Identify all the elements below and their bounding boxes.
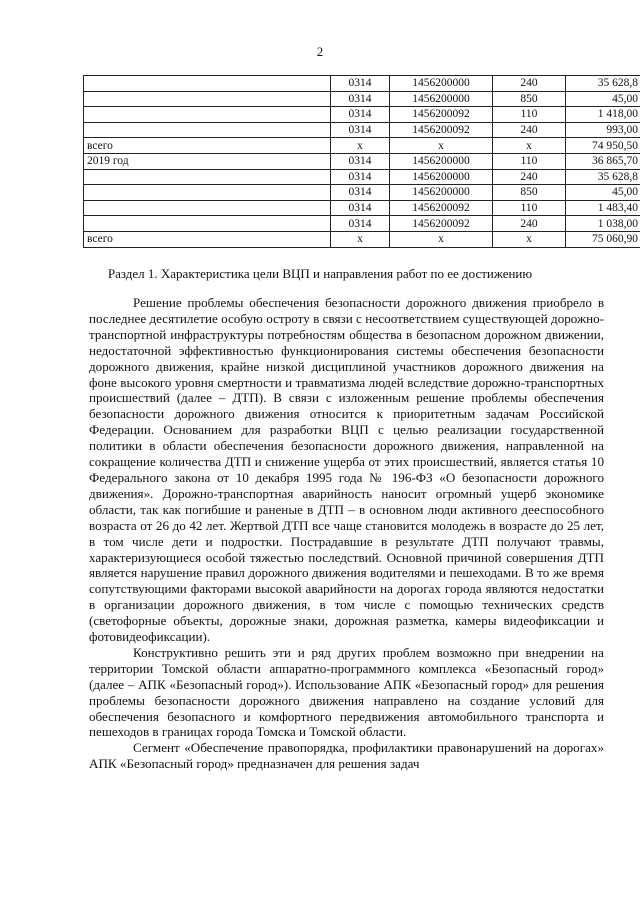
- page-number: 2: [316, 44, 324, 59]
- amount-cell: 1 038,00: [566, 216, 640, 232]
- table-row: [84, 76, 640, 92]
- code-cell: 0314: [331, 76, 390, 92]
- table-row: [84, 200, 640, 216]
- code-cell: 0314: [331, 91, 390, 107]
- target-cell: 1456200092: [390, 107, 493, 123]
- budget-table: [83, 75, 640, 248]
- amount-cell: 45,00: [566, 91, 640, 107]
- amount-cell: 75 060,90: [566, 231, 640, 247]
- table-row: [84, 231, 640, 247]
- target-cell: 1456200000: [390, 169, 493, 185]
- target-cell: 1456200092: [390, 122, 493, 138]
- row-label-cell: [84, 200, 331, 216]
- table-row: [84, 138, 640, 154]
- row-label-cell: [84, 107, 331, 123]
- type-cell: 850: [493, 91, 566, 107]
- row-label-cell: всего: [84, 138, 331, 154]
- code-cell: 0314: [331, 200, 390, 216]
- row-label-cell: [84, 122, 331, 138]
- type-cell: х: [493, 231, 566, 247]
- type-cell: х: [493, 138, 566, 154]
- table-row: [84, 216, 640, 232]
- paragraph: Решение проблемы обеспечения безопасности дорожного движения приобрело в последнее десятилетие особую остроту в связи с несоответствием существующей дорожно-транспортной инфраструктуры потребностям общества в безопасном дорожном движении, недостаточной эффективностью функционирования системы обеспечения безопасности дорожного движения, крайне низкой дисциплиной участников дорожного движения на фоне высокого уровня смертности и травматизма людей вследствие дорожно-транспортных происшествий (далее – ДТП). В связи с изложенным решение проблемы обеспечения безопасности дорожного движения относится к приоритетным задачам Российской Федерации. Основанием для разработки ВЦП с целью реализации государственной политики в области обеспечения безопасности дорожного движения, направленной на сокращение количества ДТП и снижение ущерба от этих происшествий, является статья 10 Федерального закона от 10 декабря 1995 года № 196-ФЗ «О безопасности дорожного движения». Дорожно-транспортная аварийность наносит огромный ущерб экономике области, так как погибшие и раненые в ДТП – в основном люди активного дееспособного возраста от 26 до 42 лет. Жертвой ДТП все чаще становится молодежь в возрасте до 25 лет, в том числе дети и подростки. Пострадавшие в результате ДТП получают травмы, характеризующиеся особой тяжестью последствий. Основной причиной совершения ДТП является нарушение правил дорожного движения водителями и пешеходами. В то же время сопутствующими факторами высокой аварийности на дорогах города являются недостатки в организации дорожного движения, в том числе с помощью технических средств (светофорные объекты, дорожные знаки, дорожная разметка, камеры видеофиксации и фотовидеофиксации).: [89, 295, 604, 645]
- row-label-cell: [84, 216, 331, 232]
- paragraph: Сегмент «Обеспечение правопорядка, профилактики правонарушений на дорогах» АПК «Безопасный город» предназначен для решения задач: [89, 740, 604, 772]
- target-cell: 1456200000: [390, 76, 493, 92]
- row-label-cell: [84, 185, 331, 201]
- code-cell: 0314: [331, 153, 390, 169]
- table-row: [84, 185, 640, 201]
- table-row: [84, 169, 640, 185]
- type-cell: 110: [493, 107, 566, 123]
- target-cell: х: [390, 138, 493, 154]
- type-cell: 110: [493, 200, 566, 216]
- body-text: [89, 295, 604, 772]
- code-cell: 0314: [331, 169, 390, 185]
- code-cell: 0314: [331, 216, 390, 232]
- target-cell: 1456200000: [390, 91, 493, 107]
- amount-cell: 74 950,50: [566, 138, 640, 154]
- type-cell: 850: [493, 185, 566, 201]
- amount-cell: 993,00: [566, 122, 640, 138]
- type-cell: 240: [493, 169, 566, 185]
- row-label-cell: [84, 76, 331, 92]
- amount-cell: 1 418,00: [566, 107, 640, 123]
- row-label-cell: всего: [84, 231, 331, 247]
- target-cell: 1456200092: [390, 216, 493, 232]
- target-cell: 1456200092: [390, 200, 493, 216]
- target-cell: х: [390, 231, 493, 247]
- amount-cell: 1 483,40: [566, 200, 640, 216]
- amount-cell: 35 628,8: [566, 76, 640, 92]
- target-cell: 1456200000: [390, 185, 493, 201]
- amount-cell: 45,00: [566, 185, 640, 201]
- code-cell: х: [331, 231, 390, 247]
- type-cell: 240: [493, 76, 566, 92]
- table-row: [84, 107, 640, 123]
- type-cell: 110: [493, 153, 566, 169]
- budget-table-body: [84, 76, 640, 248]
- code-cell: х: [331, 138, 390, 154]
- code-cell: 0314: [331, 107, 390, 123]
- table-row: [84, 122, 640, 138]
- row-label-cell: [84, 169, 331, 185]
- code-cell: 0314: [331, 185, 390, 201]
- row-label-cell: 2019 год: [84, 153, 331, 169]
- type-cell: 240: [493, 216, 566, 232]
- paragraph: Конструктивно решить эти и ряд других проблем возможно при внедрении на территории Томской области аппаратно-программного комплекса «Безопасный город» (далее – АПК «Безопасный город»). Использование АПК «Безопасный город» для решения проблемы безопасности дорожного движения направлено на создание условий для обеспечения безопасного и комфортного передвижения автомобильного транспорта и пешеходов в границах города Томска и Томской области.: [89, 644, 604, 740]
- row-label-cell: [84, 91, 331, 107]
- code-cell: 0314: [331, 122, 390, 138]
- target-cell: 1456200000: [390, 153, 493, 169]
- table-row: [84, 153, 640, 169]
- amount-cell: 35 628,8: [566, 169, 640, 185]
- section-title: Раздел 1. Характеристика цели ВЦП и направления работ по ее достижению: [107, 266, 533, 281]
- table-row: [84, 91, 640, 107]
- type-cell: 240: [493, 122, 566, 138]
- amount-cell: 36 865,70: [566, 153, 640, 169]
